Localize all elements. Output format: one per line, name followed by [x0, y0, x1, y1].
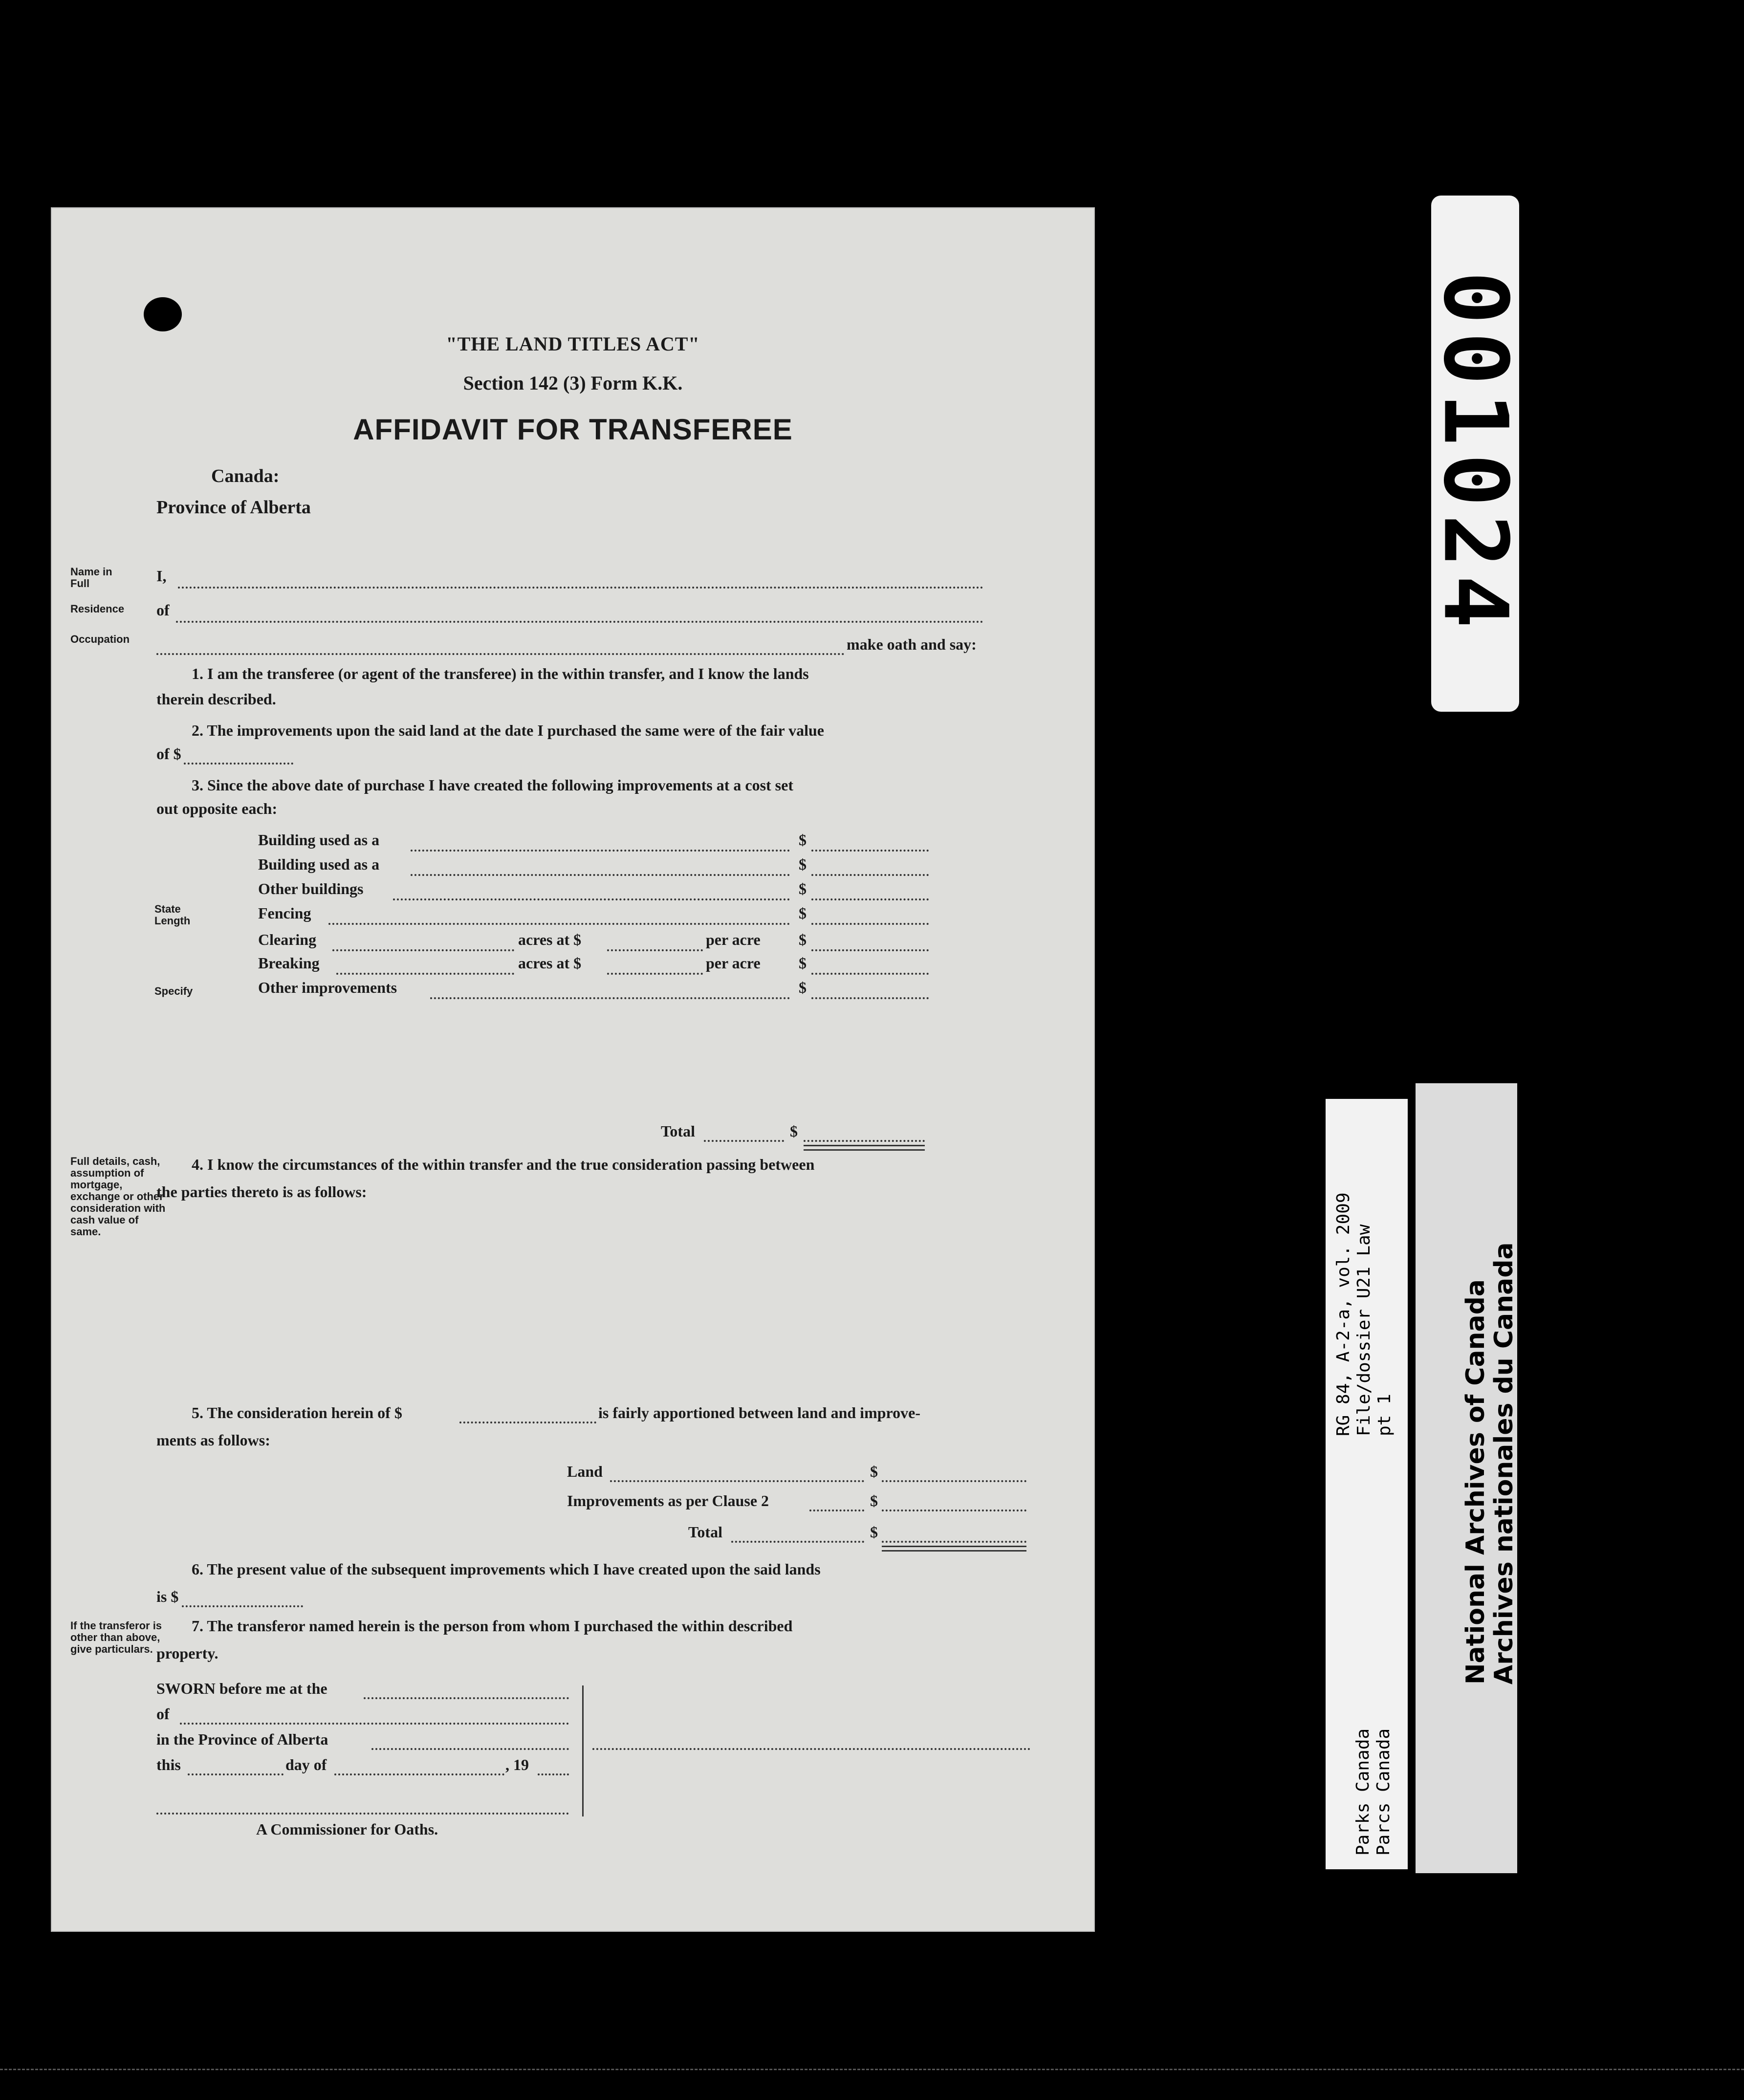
i-label: I, — [156, 567, 167, 585]
improvement-fencing: Fencing — [258, 904, 311, 922]
sworn-year-label: , 19 — [505, 1756, 529, 1773]
dollar-sign: $ — [799, 979, 807, 996]
dollar-sign: $ — [799, 931, 807, 948]
para-7-cont: property. — [156, 1644, 218, 1662]
dollar-sign: $ — [799, 855, 807, 873]
improvement-other-cost[interactable] — [811, 997, 929, 999]
total2-double-rule — [882, 1546, 1026, 1552]
improvement-other-buildings-cost[interactable] — [811, 898, 929, 900]
improvement-building-1-cost[interactable] — [811, 850, 929, 852]
dollar-sign: $ — [790, 1122, 798, 1140]
dollar-sign: $ — [870, 1523, 878, 1541]
para-1-cont: therein described. — [156, 690, 276, 708]
sworn-of-line[interactable] — [180, 1723, 569, 1725]
parks-text — [1353, 1728, 1394, 1856]
para-3: 3. Since the above date of purchase I have created the following improvements at a cost set — [192, 776, 793, 794]
nac-fr: Archives nationales du Canada — [1489, 1242, 1519, 1684]
nac-text — [1461, 1242, 1518, 1684]
per-acre-label: per acre — [706, 931, 761, 948]
para-6-cont: is $ — [156, 1588, 179, 1605]
canada-label: Canada: — [211, 466, 280, 486]
improvement-breaking: Breaking — [258, 954, 320, 972]
act-title: "THE LAND TITLES ACT" — [446, 333, 700, 355]
sworn-province-label: in the Province of Alberta — [156, 1730, 328, 1748]
margin-name-in-full: Name in Full — [70, 566, 112, 590]
sworn-this-label: this — [156, 1756, 181, 1773]
land-leader — [610, 1480, 864, 1482]
residence-line[interactable] — [176, 621, 983, 623]
film-edge — [0, 2069, 1744, 2073]
improvements-value-line[interactable] — [882, 1509, 1026, 1511]
dollar-sign: $ — [799, 880, 807, 897]
dollar-sign: $ — [799, 954, 807, 972]
name-line[interactable] — [178, 587, 983, 589]
breaking-acres-line[interactable] — [336, 973, 514, 975]
acres-at-label: acres at $ — [518, 954, 582, 972]
improvement-building-1-line[interactable] — [411, 850, 790, 852]
section-line: Section 142 (3) Form K.K. — [463, 372, 683, 394]
improvement-other: Other improvements — [258, 979, 397, 996]
jurat-divider — [582, 1685, 584, 1816]
sworn-month-line[interactable] — [334, 1773, 504, 1775]
sworn-day-line[interactable] — [188, 1773, 283, 1775]
sworn-year-line[interactable] — [538, 1773, 569, 1775]
dollar-sign: $ — [870, 1463, 878, 1480]
improvements-clause-label: Improvements as per Clause 2 — [567, 1492, 769, 1509]
sworn-day-label: day of — [285, 1756, 327, 1773]
archive-number: 001024 — [1424, 271, 1526, 636]
improvement-building-2: Building used as a — [258, 855, 380, 873]
acres-at-label: acres at $ — [518, 931, 582, 948]
land-value-line[interactable] — [882, 1480, 1026, 1482]
nac-en: National Archives of Canada — [1461, 1279, 1490, 1684]
sworn-of-label: of — [156, 1705, 170, 1723]
sworn-province-leader — [371, 1748, 569, 1750]
fair-value-line[interactable] — [184, 763, 293, 765]
total2-label: Total — [688, 1523, 722, 1541]
parks-fr: Parcs Canada — [1373, 1728, 1394, 1856]
sworn-place-line[interactable] — [364, 1697, 569, 1699]
margin-state-length: State Length — [154, 903, 191, 927]
margin-residence: Residence — [70, 603, 125, 615]
reference-line-3: pt 1 — [1374, 1394, 1395, 1436]
dollar-sign: $ — [799, 831, 807, 849]
reference-line-2: File/dossier U21 Law — [1354, 1224, 1374, 1436]
improvements-clause-leader — [809, 1509, 864, 1511]
parks-en: Parks Canada — [1353, 1728, 1373, 1856]
improvement-clearing-cost[interactable] — [811, 949, 929, 951]
para-5-mid: is fairly apportioned between land and improve- — [598, 1404, 920, 1422]
deponent-signature-line[interactable] — [592, 1748, 1030, 1750]
page-title: AFFIDAVIT FOR TRANSFEREE — [353, 413, 793, 446]
total-double-rule — [804, 1145, 925, 1151]
archive-number-stamp — [1424, 196, 1526, 712]
commissioner-signature-line[interactable] — [156, 1813, 569, 1815]
improvement-building-1: Building used as a — [258, 831, 380, 849]
total-leader — [704, 1140, 784, 1142]
improvement-building-2-cost[interactable] — [811, 874, 929, 876]
land-label: Land — [567, 1463, 603, 1480]
improvement-breaking-cost[interactable] — [811, 973, 929, 975]
para-4: 4. I know the circumstances of the within transfer and the true consideration passing between — [192, 1156, 815, 1173]
of-label: of — [156, 601, 170, 619]
para-3-cont: out opposite each: — [156, 800, 278, 817]
reference-text — [1333, 1193, 1395, 1437]
margin-transferor: If the transferor is other than above, give particulars. — [70, 1619, 162, 1655]
total2-value-line[interactable] — [882, 1541, 1026, 1543]
clearing-rate-line[interactable] — [607, 949, 703, 951]
para-5: 5. The consideration herein of $ — [192, 1404, 402, 1422]
margin-specify: Specify — [154, 985, 193, 997]
dollar-sign: $ — [870, 1492, 878, 1509]
improvement-clearing: Clearing — [258, 931, 317, 948]
total2-leader — [731, 1541, 864, 1543]
present-value-line[interactable] — [182, 1605, 303, 1607]
improvement-building-2-line[interactable] — [411, 874, 790, 876]
breaking-rate-line[interactable] — [607, 973, 703, 975]
margin-occupation: Occupation — [70, 633, 130, 645]
improvement-other-line[interactable] — [430, 997, 790, 999]
reference-line-1: RG 84, A-2-a, vol. 2009 — [1333, 1192, 1353, 1436]
sworn-label: SWORN before me at the — [156, 1680, 327, 1697]
improvement-other-buildings: Other buildings — [258, 880, 364, 897]
province-label: Province of Alberta — [156, 497, 311, 518]
para-1: 1. I am the transferee (or agent of the transferee) in the within transfer, and I know the lands — [192, 665, 809, 682]
improvement-fencing-line[interactable] — [328, 923, 790, 925]
improvement-fencing-cost[interactable] — [811, 923, 929, 925]
para-7: 7. The transferor named herein is the person from whom I purchased the within described — [192, 1617, 793, 1635]
per-acre-label: per acre — [706, 954, 761, 972]
consideration-line[interactable] — [459, 1422, 596, 1423]
commissioner-label: A Commissioner for Oaths. — [256, 1820, 438, 1838]
para-2-cont: of $ — [156, 745, 181, 763]
parks-canada-label — [1326, 1099, 1408, 1869]
total-label: Total — [661, 1122, 695, 1140]
para-2: 2. The improvements upon the said land at the date I purchased the same were of the fair value — [192, 722, 824, 739]
para-5-cont: ments as follows: — [156, 1431, 270, 1449]
make-oath-text: make oath and say: — [847, 635, 977, 653]
dollar-sign: $ — [799, 904, 807, 922]
occupation-line[interactable] — [156, 653, 845, 655]
improvement-other-buildings-line[interactable] — [393, 898, 790, 900]
form-page — [51, 207, 1095, 1932]
margin-full-details: Full details, cash, assumption of mortgage, exchange or other consideration with cash value of same. — [70, 1155, 166, 1238]
punch-hole — [144, 297, 182, 331]
clearing-acres-line[interactable] — [332, 949, 514, 951]
para-4-cont: the parties thereto is as follows: — [156, 1183, 367, 1201]
total-value-line[interactable] — [804, 1140, 925, 1142]
para-6: 6. The present value of the subsequent improvements which I have created upon the said lands — [192, 1560, 821, 1578]
national-archives-label — [1416, 1083, 1517, 1873]
